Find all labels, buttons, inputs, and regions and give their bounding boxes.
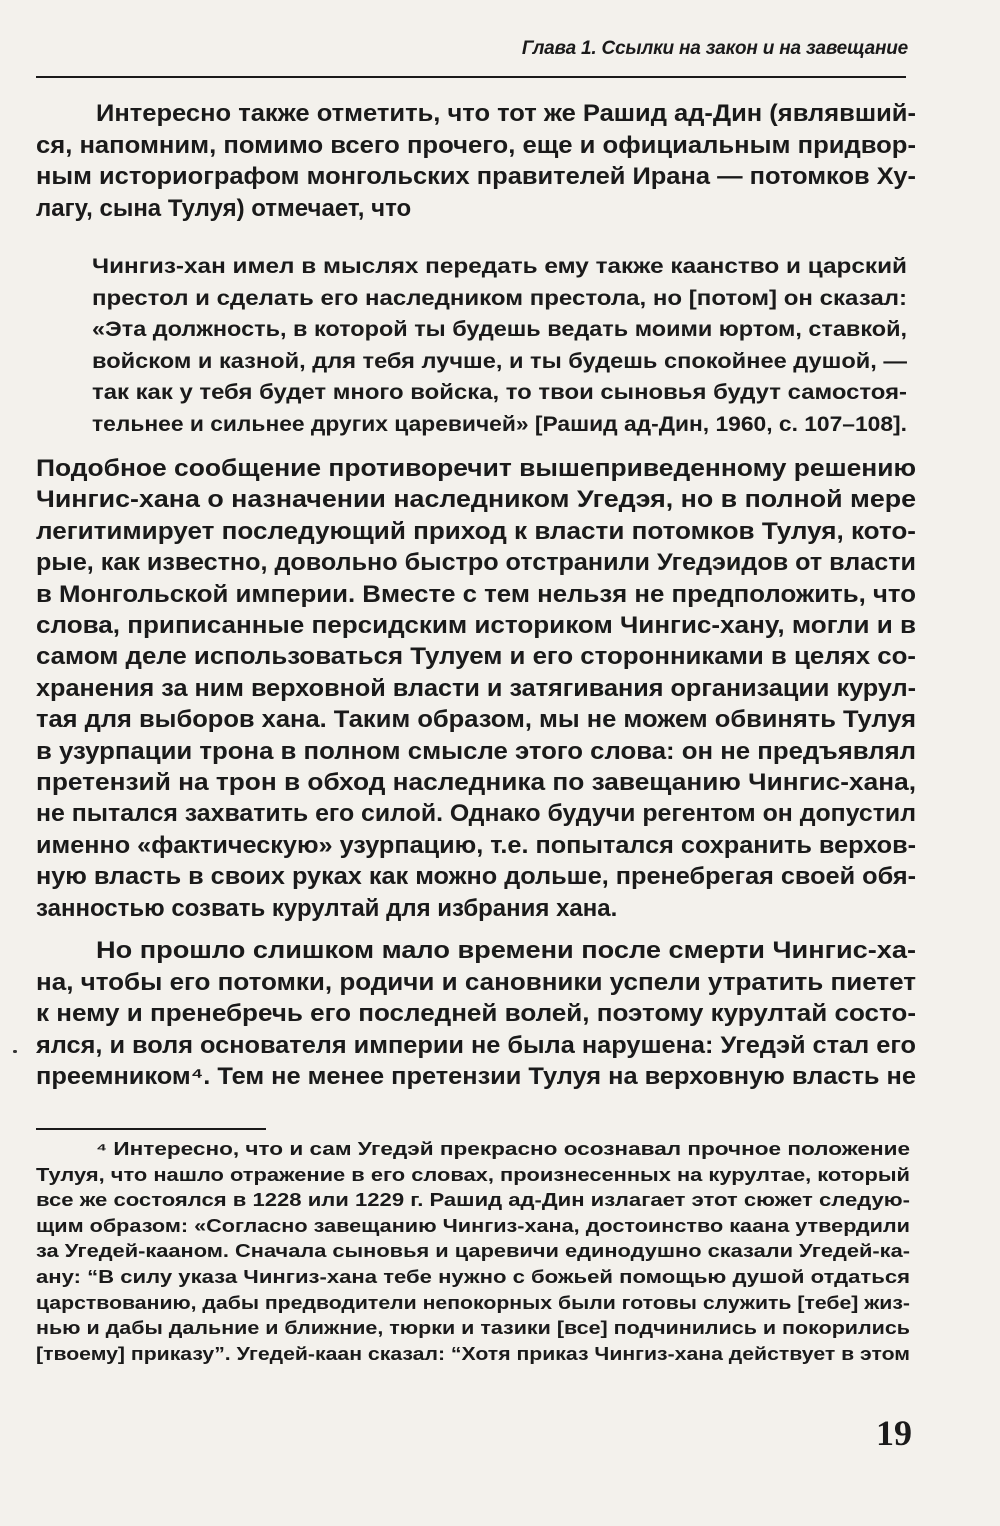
end-line: к нему и пренебречь его последней волей, поэтому курултай состо-: [36, 1000, 917, 1027]
main-line: Подобное сообщение противоречит вышеприведенному решению: [36, 455, 916, 482]
end-line: преемником⁴. Тем не менее претензии Тулуя на верховную власть не: [36, 1063, 917, 1090]
quote-line: Чингиз-хан имел в мыслях передать ему также каанство и царский: [92, 255, 907, 278]
intro-line: лагу, сына Тулуя) отмечает, что: [36, 194, 412, 222]
main-line: именно «фактическую» узурпацию, т.е. попытался сохранить верхов-: [36, 831, 917, 859]
main-line: занностью созвать курултай для избрания хана.: [36, 894, 618, 922]
quote-line: войском и казной, для тебя лучше, и ты будешь спокойнее душой, —: [92, 349, 908, 373]
footnote-line: Тулуя, что нашло отражение в его словах, произнесенных на курултае, который: [36, 1164, 910, 1185]
main-line: не пытался захватить его силой. Однако будучи регентом он допустил: [36, 800, 916, 828]
intro-line: ся, напомним, помимо всего прочего, еще и официальным придвор-: [36, 131, 916, 159]
main-line: ную власть в своих руках как можно дольше, пренебрегая своей обя-: [36, 863, 917, 891]
main-line: тая для выборов хана. Таким образом, мы не можем обвинять Тулуя: [36, 706, 916, 734]
end-line: на, чтобы его потомки, родичи и сановники успели утратить пиетет: [36, 968, 917, 996]
running-head: Глава 1. Ссылки на закон и на завещание: [521, 38, 908, 59]
main-line: легитимирует последующий приход к власти потомков Тулуя, кото-: [36, 517, 917, 545]
intro-line: Интересно также отметить, что тот же Рашид ад-Дин (являвший-: [96, 100, 916, 127]
footnote-line: [твоему] приказу”. Угедей-каан сказал: “Хотя приказ Чингиз-хана действует в этом: [36, 1343, 910, 1364]
header-rule: [36, 76, 906, 78]
footnote-line: ⁴ Интересно, что и сам Угедэй прекрасно осознавал прочное положение: [96, 1139, 910, 1159]
main-line: в узурпации трона в полном смысле этого слова: он не предъявлял: [36, 737, 916, 765]
main-line: претензий на трон в обход наследника по завещанию Чингис-хана,: [36, 769, 917, 796]
main-line: рые, как известно, довольно быстро отстранили Угедэидов от власти: [36, 549, 916, 577]
main-line: в Монгольской империи. Вместе с тем нельзя не предположить, что: [36, 580, 916, 608]
quote-line: так как у тебя будет много войска, то твои сыновья будут самостоя-: [92, 381, 907, 405]
intro-line: ным историографом монгольских правителей Ирана — потомков Ху-: [36, 163, 916, 190]
end-line: ялся, и воля основателя империи не была нарушена: Угедэй стал его: [36, 1031, 916, 1059]
main-line: Чингис-хана о назначении наследником Угедэя, но в полной мере: [36, 486, 916, 514]
footnote-line: царствованию, дабы предводители непокорных были готовы служить [тебе] жиз-: [36, 1292, 910, 1313]
page-number: 19: [876, 1413, 912, 1453]
main-line: слова, приписанные персидским историком Чингис-хану, могли и в: [36, 612, 916, 639]
main-line: хранения за ним верховной власти и затягивания организации курул-: [36, 674, 916, 702]
quote-line: престол и сделать его наследником престола, но [потом] он сказал:: [92, 286, 907, 310]
footnote-line: все же состоялся в 1228 или 1229 г. Рашид ад-Дин излагает этот сюжет следую-: [36, 1190, 910, 1211]
main-line: самом деле использоваться Тулуем и его сторонниками в целях со-: [36, 643, 916, 671]
footnote-line: за Угедей-кааном. Сначала сыновья и царевичи единодушно сказали Угедей-ка-: [36, 1241, 910, 1262]
footnote-rule: [36, 1128, 266, 1130]
quote-line: тельнее и сильнее других царевичей» [Рашид ад-Дин, 1960, с. 107–108].: [92, 413, 908, 436]
end-line: Но прошло слишком мало времени после смерти Чингис-ха-: [96, 937, 916, 964]
footnote-line: нью и дабы дальние и ближние, тюрки и тазики [все] подчинились и покорились: [36, 1318, 910, 1339]
footnote-line: щим образом: «Согласно завещанию Чингиз-хана, достоинство каана утвердили: [36, 1215, 910, 1236]
quote-line: «Эта должность, в которой ты будешь ведать моими юртом, ставкой,: [92, 318, 907, 342]
margin-speck: [13, 1050, 17, 1053]
footnote-line: ану: “В силу указа Чингиз-хана тебе нужно с божьей помощью душой отдаться: [36, 1267, 910, 1287]
